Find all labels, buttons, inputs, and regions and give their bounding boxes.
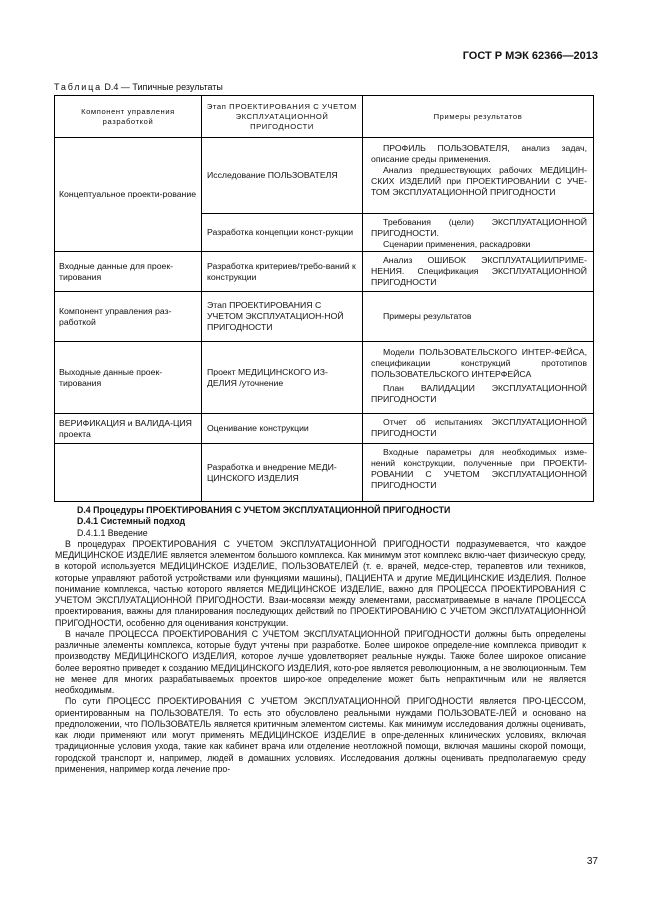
result-item: Модели ПОЛЬЗОВАТЕЛЬСКОГО ИНТЕР-ФЕЙСА, спецификации конструкций прототипов ПОЛЬЗОВАТЕЛЬСКОГО ИНТЕРФЕЙСА <box>371 347 587 379</box>
stage-cell: Разработка концепции конст-рукции <box>202 214 363 252</box>
component-cell: Выходные данные проек-тирования <box>55 342 202 414</box>
subsection-heading: D.4.1 Системный подход <box>77 516 186 527</box>
table-row <box>55 414 594 444</box>
results-cell <box>363 292 594 342</box>
body-paragraph: По сути ПРОЦЕСС ПРОЕКТИРОВАНИЯ С УЧЕТОМ ЭКСПЛУАТАЦИОННОЙ ПРИГОДНОСТИ является ПРО-ЦЕССОМ, ориентированным на ПОЛЬЗОВАТЕЛЯ. То есть это обусловлено реальными нуждами ПОЛЬЗОВАТЕ-ЛЕЙ и основано на предположении, что ПОЛЬЗОВАТЕЛЬ является критичным элементом системы. Как минимум исследования должны оценивать, как люди применяют или могут применять МЕДИЦИНСКОЕ ИЗДЕЛИЕ в опре-деленных клинических условиях, включая традиционные условия ухода, такие как кабинет врача или отделение неотложной помощи, включая машины скорой помощи, городской транспорт и, например, людей в домашних условиях. Исследования должны оценивать предполагаемую среду применения, например когда лечение про- <box>55 696 586 774</box>
result-item: Сценарии применения, раскадровки <box>383 239 531 249</box>
results-cell <box>363 252 594 292</box>
body-paragraph: В процедурах ПРОЕКТИРОВАНИЯ С УЧЕТОМ ЭКСПЛУАТАЦИОННОЙ ПРИГОДНОСТИ подразумевается, что каждое МЕДИЦИНСКОЕ ИЗДЕЛИЕ является элементом большого комплекса. Как минимум этот комплекс вклю-чает физическую среду, в которой используется МЕДИЦИНСКОЕ ИЗДЕЛИЕ, ПОЛЬЗОВАТЕЛЕЙ (т. е. врачей, медсе-стер, терапевтов или техников, которые управляют работой устройствами или функциями машины), ПАЦИЕНТА и другие МЕДИЦИНСКИЕ ИЗДЕЛИЯ. Полное понимание комплекса, частью которого является МЕДИЦИНСКОЕ ИЗДЕЛИЕ, важно для ПРОЦЕССА ПРОЕКТИРОВАНИЯ С УЧЕТОМ ЭКСПЛУАТАЦИОННОЙ ПРИГОДНОСТИ. Взаи-мосвязи между элементами, рассматриваемые в начале ПРОЦЕССА проектирования, важны для планирования последующих действий по ПРОЕКТИРОВАНИЮ С УЧЕТОМ ЭКСПЛУАТАЦИОННОЙ ПРИГОДНОСТИ, особенно для оценивания конструкции. <box>55 538 586 628</box>
result-item: Примеры результатов <box>383 311 472 321</box>
result-item: Анализ предшествующих рабочих МЕДИЦИН-СКИХ ИЗДЕЛИЙ при ПРОЕКТИРОВАНИИ С УЧЕ-ТОМ ЭКСПЛУАТАЦИОННОЙ ПРИГОДНОСТИ <box>371 165 587 197</box>
stage-cell: Этап ПРОЕКТИРОВАНИЯ С УЧЕТОМ ЭКСПЛУАТАЦИОН-НОЙ ПРИГОДНОСТИ <box>202 292 363 342</box>
result-item: Входные параметры для необходимых изме-нений конструкции, полученные при ПРОЕКТИ-РОВАНИИ С УЧЕТОМ ЭКСПЛУАТАЦИОННОЙ ПРИГОДНОСТИ <box>371 447 587 490</box>
table-row <box>55 138 594 214</box>
component-cell <box>55 444 202 502</box>
column-header-results: Примеры результатов <box>363 96 594 138</box>
table-caption-text: D.4 — Типичные результаты <box>101 82 223 92</box>
table-row <box>55 252 594 292</box>
page-number: 37 <box>586 856 598 867</box>
results-cell <box>363 414 594 444</box>
component-cell: ВЕРИФИКАЦИЯ и ВАЛИДА-ЦИЯ проекта <box>55 414 202 444</box>
results-cell <box>363 214 594 252</box>
table-caption <box>54 82 223 92</box>
results-cell <box>363 444 594 502</box>
column-header-stage: Этап ПРОЕКТИРОВАНИЯ С УЧЕТОМ ЭКСПЛУАТАЦИОННОЙ ПРИГОДНОСТИ <box>202 96 363 138</box>
stage-cell: Исследование ПОЛЬЗОВАТЕЛЯ <box>202 138 363 214</box>
component-cell: Концептуальное проекти-рование <box>55 138 202 252</box>
results-cell <box>363 138 594 214</box>
table-header-row <box>55 96 594 138</box>
body-paragraph: В начале ПРОЦЕССА ПРОЕКТИРОВАНИЯ С УЧЕТОМ ЭКСПЛУАТАЦИОННОЙ ПРИГОДНОСТИ должны быть определены различные элементы комплекса, которые будут учтены при разработке. Более широкое определе-ние комплекса приводит к производству МЕДИЦИНСКОГО ИЗДЕЛИЯ, которое лучше удовлетворяет реальные нужды. Также более широкое описание более вероятно приведет к созданию МЕДИЦИНСКОГО ИЗДЕЛИЯ, кото-рое является революционным, а не эволюционным. Тем не менее для многих разрабатываемых проектов широ-кое определение может быть непрактичным или не является необходимым. <box>55 628 586 695</box>
section-body <box>55 505 586 775</box>
table-row <box>55 444 594 502</box>
table-row <box>55 292 594 342</box>
table-caption-prefix: Таблица <box>54 82 102 92</box>
result-item: ПРОФИЛЬ ПОЛЬЗОВАТЕЛЯ, анализ задач, описание среды применения. <box>371 143 587 164</box>
stage-cell: Разработка и внедрение МЕДИ-ЦИНСКОГО ИЗДЕЛИЯ <box>202 444 363 502</box>
stage-cell: Оценивание конструкции <box>202 414 363 444</box>
stage-cell: Проект МЕДИЦИНСКОГО ИЗ-ДЕЛИЯ /уточнение <box>202 342 363 414</box>
table-row <box>55 342 594 414</box>
column-header-component: Компонент управления разработкой <box>55 96 202 138</box>
results-cell <box>363 342 594 414</box>
results-table <box>54 95 594 502</box>
stage-cell: Разработка критериев/требо-ваний к конструкции <box>202 252 363 292</box>
section-heading: D.4 Процедуры ПРОЕКТИРОВАНИЯ С УЧЕТОМ ЭКСПЛУАТАЦИОННОЙ ПРИГОДНОСТИ <box>77 505 451 515</box>
result-item: Анализ ОШИБОК ЭКСПЛУАТАЦИИ/ПРИМЕ-НЕНИЯ. Спецификация ЭКСПЛУАТАЦИОННОЙ ПРИГОДНОСТИ <box>371 255 587 287</box>
subsubsection-heading: D.4.1.1 Введение <box>77 527 148 538</box>
component-cell: Входные данные для проек-тирования <box>55 252 202 292</box>
result-item: Требования (цели) ЭКСПЛУАТАЦИОННОЙ ПРИГОДНОСТИ. <box>371 217 587 238</box>
result-item: План ВАЛИДАЦИИ ЭКСПЛУАТАЦИОННОЙ ПРИГОДНОСТИ <box>371 383 587 404</box>
result-item: Отчет об испытаниях ЭКСПЛУАТАЦИОННОЙ ПРИГОДНОСТИ <box>371 417 587 438</box>
standard-header: ГОСТ Р МЭК 62366—2013 <box>462 50 598 62</box>
component-cell: Компонент управления раз-работкой <box>55 292 202 342</box>
